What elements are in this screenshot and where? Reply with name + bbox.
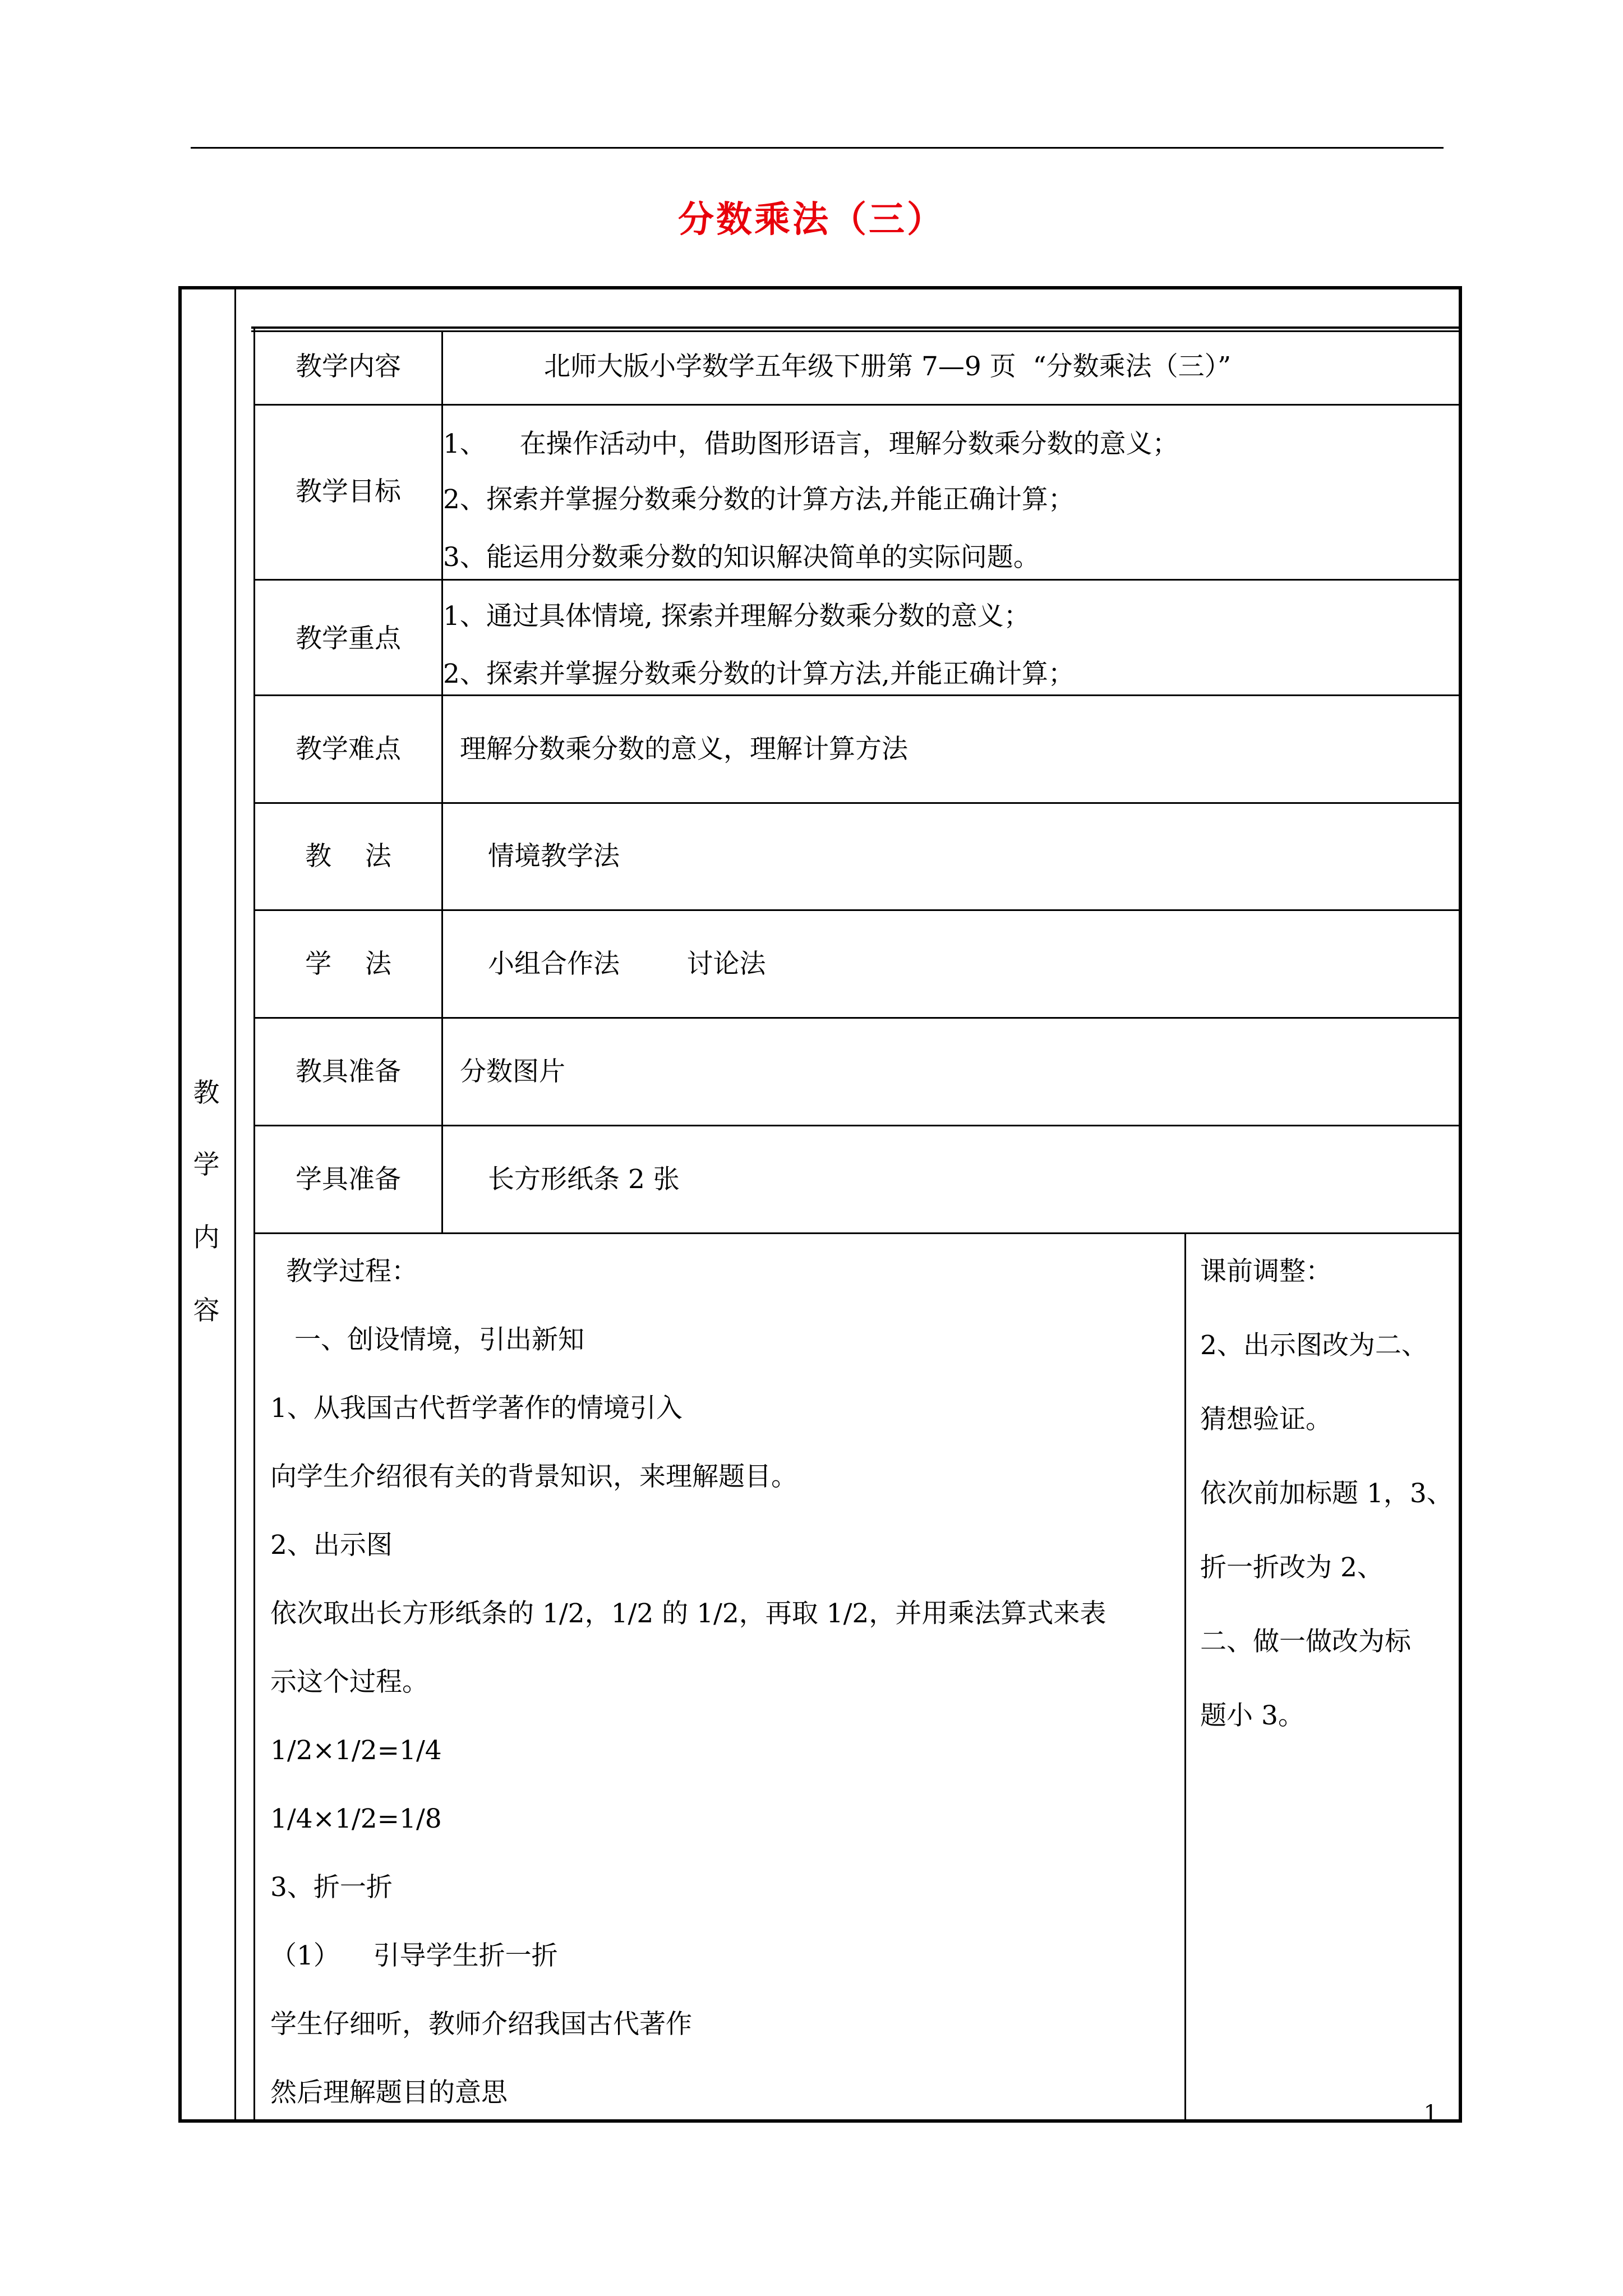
row-divider	[253, 404, 1460, 406]
inner-top-border	[251, 326, 1460, 329]
row-label-teaching-method: 教 法	[305, 841, 391, 872]
inner-top-border-2	[251, 330, 1460, 332]
process-line: 向学生介绍很有关的背景知识，来理解题目。	[270, 1461, 797, 1492]
row-label-difficulties: 教学难点	[296, 734, 401, 765]
adjust-line: 2、出示图改为二、	[1200, 1330, 1428, 1361]
row-text-keypoints-1: 1、通过具体情境, 探索并理解分数乘分数的意义；	[443, 601, 1030, 632]
row-divider	[253, 579, 1460, 581]
process-line: 一、创设情境，引出新知	[286, 1324, 584, 1355]
row-divider	[253, 802, 1460, 804]
process-line: 示这个过程。	[270, 1667, 428, 1697]
process-line: 2、出示图	[270, 1530, 393, 1561]
outer-bottom-border	[178, 2119, 1462, 2123]
process-line: 依次取出长方形纸条的 1/2，1/2 的 1/2，再取 1/2，并用乘法算式来表	[270, 1598, 1106, 1629]
row-label-learning-method: 学 法	[305, 949, 391, 979]
process-line: 教学过程：	[286, 1256, 418, 1287]
label-column-divider	[441, 330, 443, 1234]
adjust-line: 依次前加标题 1，3、	[1200, 1478, 1453, 1509]
adjust-line: 二、做一做改为标	[1200, 1626, 1411, 1657]
page-number: 1	[1423, 2101, 1438, 2127]
process-line: 1/4×1/2=1/8	[270, 1803, 442, 1834]
row-text-keypoints-2: 2、探索并掌握分数乘分数的计算方法,并能正确计算；	[443, 659, 1075, 689]
adjust-line: 猜想验证。	[1200, 1404, 1332, 1435]
process-line: 然后理解题目的意思	[270, 2077, 508, 2108]
process-line: 3、折一折	[270, 1872, 393, 1903]
outer-left-border	[178, 286, 182, 2123]
row-label-keypoints: 教学重点	[296, 623, 401, 654]
process-line: （1） 引导学生折一折	[270, 1940, 558, 1971]
adjust-line: 课前调整：	[1200, 1256, 1332, 1287]
page-title: 分数乘法（三）	[678, 199, 945, 241]
process-line: 学生仔细听，教师介绍我国古代著作	[270, 2009, 692, 2040]
row-text-learning-method: 小组合作法 讨论法	[488, 949, 766, 979]
row-text-difficulties: 理解分数乘分数的意义，理解计算方法	[460, 734, 908, 765]
row-divider	[253, 1125, 1460, 1126]
row-divider	[253, 1017, 1460, 1019]
row-divider	[253, 694, 1460, 696]
outer-top-border	[178, 286, 1462, 289]
row-text-objectives-2: 2、探索并掌握分数乘分数的计算方法,并能正确计算；	[443, 484, 1075, 515]
row-text-objectives-1: 1、 在操作活动中，借助图形语言，理解分数乘分数的意义；	[443, 429, 1179, 459]
row-divider	[253, 909, 1460, 911]
row-text-teaching-aids: 分数图片	[460, 1056, 565, 1087]
side-label-char: 内	[193, 1222, 220, 1253]
side-label-char: 学	[193, 1149, 220, 1180]
row-label-objectives: 教学目标	[296, 476, 401, 507]
outer-right-border	[1459, 286, 1462, 2123]
adjust-line: 折一折改为 2、	[1200, 1552, 1384, 1583]
row-text-content: 北师大版小学数学五年级下册第 7—9 页 “分数乘法（三）”	[544, 351, 1232, 382]
row-text-learning-aids: 长方形纸条 2 张	[488, 1164, 680, 1195]
row-label-teaching-aids: 教具准备	[296, 1056, 401, 1087]
process-line: 1/2×1/2=1/4	[270, 1735, 442, 1766]
row-divider	[253, 1232, 1460, 1234]
side-label-char: 容	[193, 1295, 220, 1326]
side-column-divider	[234, 288, 236, 2121]
process-line: 1、从我国古代哲学著作的情境引入	[270, 1393, 683, 1424]
row-text-objectives-3: 3、能运用分数乘分数的知识解决简单的实际问题。	[443, 542, 1040, 573]
side-label-char: 教	[193, 1078, 220, 1108]
inner-left-border	[253, 326, 255, 2121]
row-text-teaching-method: 情境教学法	[488, 841, 620, 872]
header-rule	[191, 147, 1444, 149]
process-adjust-divider	[1184, 1234, 1186, 2121]
adjust-line: 题小 3。	[1200, 1700, 1304, 1731]
row-label-learning-aids: 学具准备	[296, 1164, 401, 1195]
row-label-content: 教学内容	[296, 351, 401, 382]
